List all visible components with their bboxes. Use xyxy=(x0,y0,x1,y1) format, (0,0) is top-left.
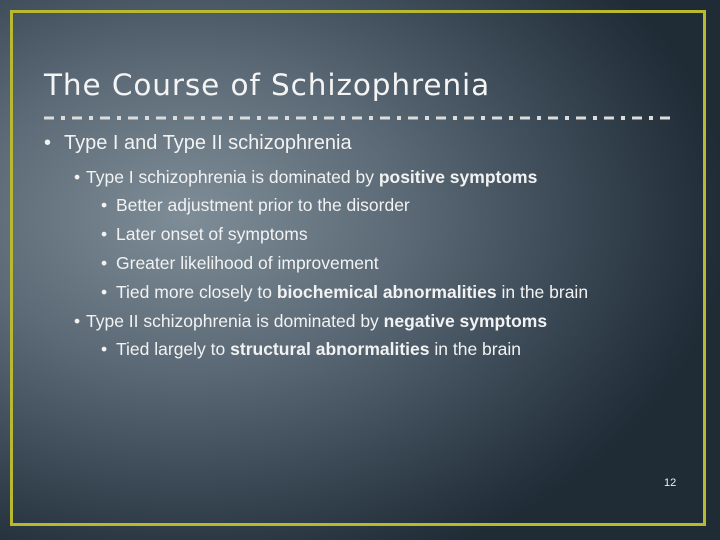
bullet-marker: • xyxy=(101,224,108,244)
bullet-marker: • xyxy=(101,195,108,215)
bullet-text-end: in the brain xyxy=(429,339,521,359)
bullet-text: Greater likelihood of improvement xyxy=(116,253,379,273)
bullet-later-onset xyxy=(101,224,308,245)
bullet-bold-text: structural abnormalities xyxy=(230,339,430,359)
bullet-marker: • xyxy=(101,253,108,273)
slide-title: The Course of Schizophrenia xyxy=(44,68,491,102)
bullet-marker: • xyxy=(74,311,81,331)
bullet-text: Better adjustment prior to the disorder xyxy=(116,195,410,215)
bullet-marker: • xyxy=(74,167,81,187)
bullet-type-i-and-ii xyxy=(44,132,352,155)
bullet-text: Type I schizophrenia is dominated by xyxy=(86,167,379,187)
bullet-marker: • xyxy=(101,339,108,359)
bullet-text: Later onset of symptoms xyxy=(116,224,308,244)
bullet-text: Tied more closely to xyxy=(116,282,277,302)
bullet-structural xyxy=(101,339,521,360)
bullet-type-ii xyxy=(74,311,547,332)
bullet-greater-likelihood xyxy=(101,253,379,274)
bullet-bold-text: biochemical abnormalities xyxy=(276,282,497,302)
bullet-better-adjustment xyxy=(101,195,410,216)
bullet-text: Type II schizophrenia is dominated by xyxy=(86,311,384,331)
bullet-marker: • xyxy=(101,282,108,302)
bullet-marker: • xyxy=(44,132,52,154)
page-number: 12 xyxy=(664,477,677,489)
bullet-biochemical xyxy=(101,282,588,303)
bullet-type-i xyxy=(74,167,537,188)
bullet-text-end: in the brain xyxy=(496,282,589,302)
bullet-bold-text: positive symptoms xyxy=(378,167,538,187)
bullet-text: Type I and Type II schizophrenia xyxy=(64,132,352,154)
bullet-text: Tied largely to xyxy=(116,339,231,359)
bullet-bold-text: negative symptoms xyxy=(383,311,548,331)
